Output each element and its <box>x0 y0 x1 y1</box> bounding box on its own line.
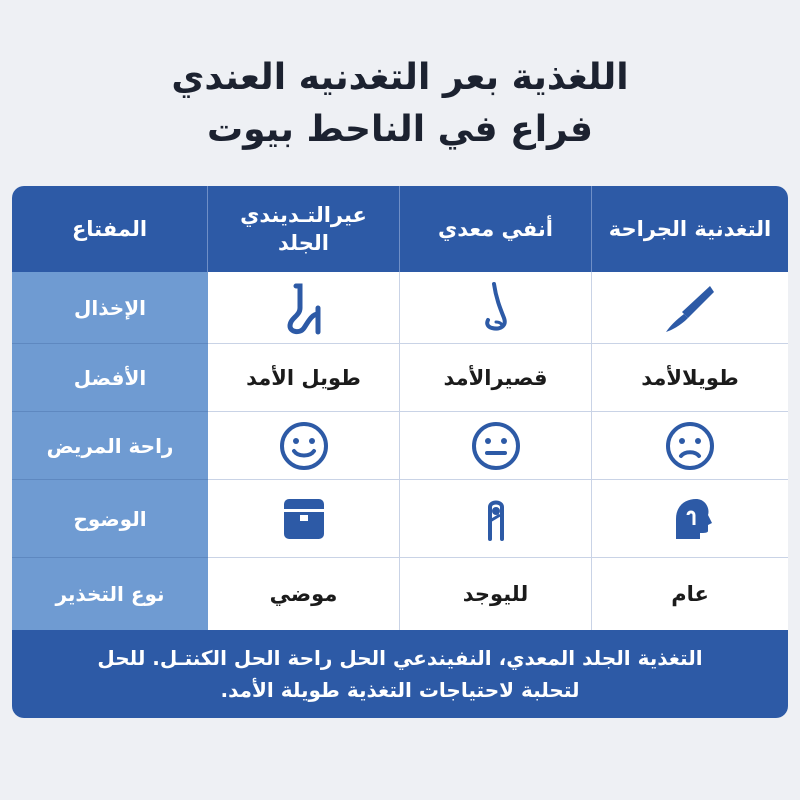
smiley-neutral-icon <box>400 412 592 480</box>
preferred-surgical: طويلالأمد <box>592 344 788 412</box>
header-key: المفتاع <box>12 186 208 272</box>
footer-line-1: التغذية الجلد المعدي، النفيندعي الحل راحة الحل الكنتـل. للحل <box>97 646 703 670</box>
header-skin: عيرالتـديندي الجلد <box>208 186 400 272</box>
preferred-skin: طويل الأمد <box>208 344 400 412</box>
row-label-comfort: راحة المريض <box>12 412 208 480</box>
preferred-nasal: قصيرالأمد <box>400 344 592 412</box>
header-nasal: أنفي معدي <box>400 186 592 272</box>
smiley-sad-icon <box>592 412 788 480</box>
patch-icon <box>208 480 400 558</box>
anesthesia-skin: موضي <box>208 558 400 630</box>
row-label-insertion: الإخذال <box>12 272 208 344</box>
row-label-preferred: الأفضل <box>12 344 208 412</box>
hook-icon <box>400 480 592 558</box>
anesthesia-nasal: لليوجد <box>400 558 592 630</box>
footer-line-2: لتحلبة لاحتياجات التغذية طويلة الأمد. <box>220 678 580 702</box>
header-surgical: التغدنية الجراحة <box>592 186 788 272</box>
head-icon <box>592 480 788 558</box>
tube-icon <box>208 272 400 344</box>
scalpel-icon <box>592 272 788 344</box>
comparison-table <box>12 186 788 630</box>
row-label-visibility: الوضوح <box>12 480 208 558</box>
page-title-line-1: اللغذية بعر التغدنيه العندي <box>171 57 629 98</box>
row-label-anesthesia: نوع التخذير <box>12 558 208 630</box>
anesthesia-surgical: عام <box>671 582 709 606</box>
footer-summary <box>12 630 788 718</box>
smiley-happy-icon <box>208 412 400 480</box>
page-title-line-2: فراع في الناحط بيوت <box>206 109 593 150</box>
nose-icon <box>400 272 592 344</box>
